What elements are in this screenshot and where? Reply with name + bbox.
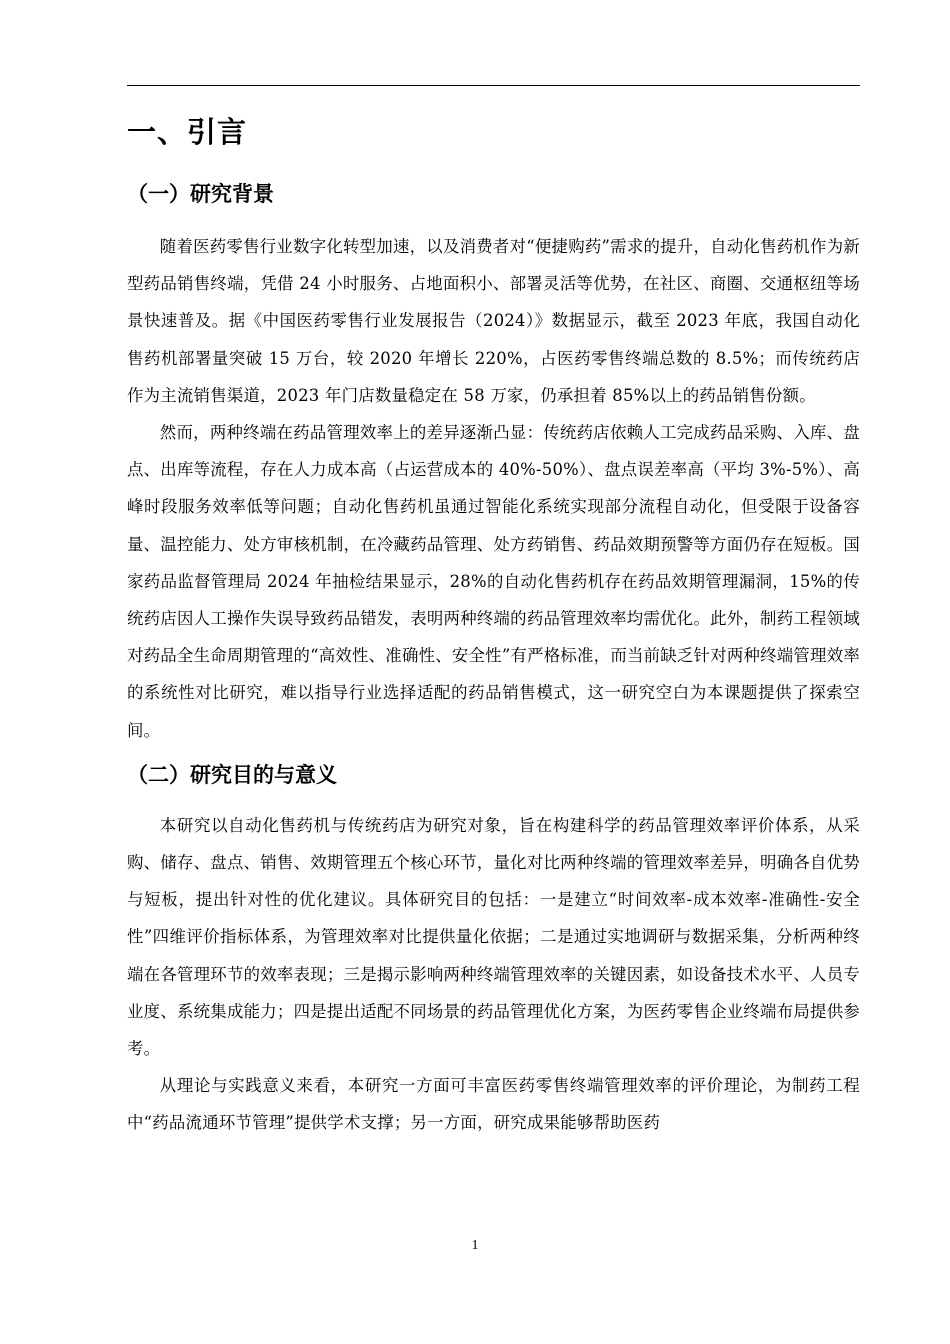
- paragraph: 本研究以自动化售药机与传统药店为研究对象，旨在构建科学的药品管理效率评价体系，从采购、储存、盘点、销售、效期管理五个核心环节，量化对比两种终端的管理效率差异，明确各自优势与短板，提出针对性的优化建议。具体研究目的包括：一是建立“时间效率-成本效率-准确性-安全性”四维评价指标体系，为管理效率对比提供量化依据；二是通过实地调研与数据采集，分析两种终端在各管理环节的效率表现；三是揭示影响两种终端管理效率的关键因素，如设备技术水平、人员专业度、系统集成能力；四是提出适配不同场景的药品管理优化方案，为医药零售企业终端布局提供参考。: [127, 815, 860, 1059]
- section-title-background: （一）研究背景: [127, 182, 274, 206]
- section-title-purpose: （二）研究目的与意义: [127, 762, 337, 787]
- paragraph: 从理论与实践意义来看，本研究一方面可丰富医药零售终端管理效率的评价理论，为制药工程中“药品流通环节管理”提供学术支撑；另一方面，研究成果能够帮助医药: [127, 1076, 860, 1133]
- header-rule: [127, 85, 860, 86]
- page-content: [127, 112, 860, 1142]
- chapter-heading: 一、引言: [127, 115, 248, 149]
- page-number: 1: [471, 1238, 479, 1253]
- paragraph: 然而，两种终端在药品管理效率上的差异逐渐凸显：传统药店依赖人工完成药品采购、入库、盘点、出库等流程，存在人力成本高（占运营成本的 40%-50%）、盘点误差率高（平均 3%-5%）、高峰时段服务效率低等问题；自动化售药机虽通过智能化系统实现部分流程自动化，但受限于设备容量、温控能力、处方审核机制，在冷藏药品管理、处方药销售、药品效期预警等方面仍存在短板。国家药品监督管理局 2024 年抽检结果显示，28%的自动化售药机存在药品效期管理漏洞，15%的传统药店因人工操作失误导致药品错发，表明两种终端的药品管理效率均需优化。此外，制药工程领域对药品全生命周期管理的“高效性、准确性、安全性”有严格标准，而当前缺乏针对两种终端管理效率的系统性对比研究，难以指导行业选择适配的药品销售模式，这一研究空白为本课题提供了探索空间。: [127, 423, 860, 740]
- paragraph: 随着医药零售行业数字化转型加速，以及消费者对“便捷购药”需求的提升，自动化售药机作为新型药品销售终端，凭借 24 小时服务、占地面积小、部署灵活等优势，在社区、商圈、交通枢纽等场景快速普及。据《中国医药零售行业发展报告（2024）》数据显示，截至 2023 年底，我国自动化售药机部署量突破 15 万台，较 2020 年增长 220%，占医药零售终端总数的 8.5%；而传统药店作为主流销售渠道，2023 年门店数量稳定在 58 万家，仍承担着 85%以上的药品销售份额。: [127, 237, 860, 405]
